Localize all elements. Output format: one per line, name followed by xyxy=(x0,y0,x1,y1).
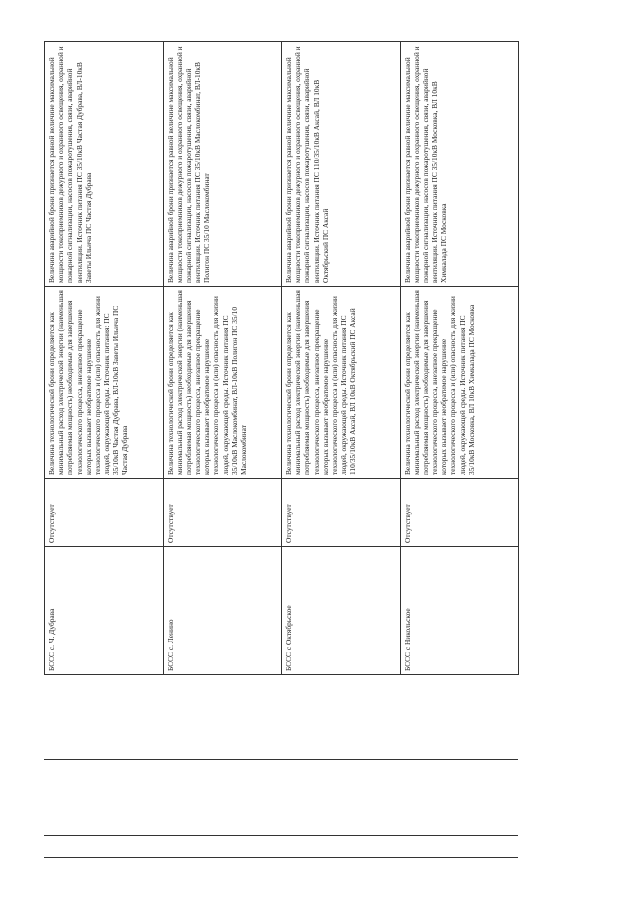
status-cell: Отсутствует xyxy=(45,479,164,547)
status-cell: Отсутствует xyxy=(163,479,282,547)
rotated-table-container xyxy=(44,42,518,675)
emergency-reserve-cell: Величина аварийной брони признается равной величине максимальной мощности токоприемников дежурного и охранного освещения, охранной и пожарной сигнализации, насосов пожаротушения, связи, аварийной вентиляции. Источник питания ПС 110/35/10кВ Аксай, ВЛ 10кВ Октябрьский ПС Аксай xyxy=(282,42,401,287)
status-cell: Отсутствует xyxy=(400,479,519,547)
emergency-reserve-cell: Величина аварийной брони признается равной величине максимальной мощности токоприемников дежурного и охранного освещения, охранной и пожарной сигнализации, насосов пожаротушения, связи, аварийной вентиляции. Источник питания ПС 35/10кВ Частая Дубрава, ВЛ-10кВ Заветы Ильича ПС Частая Дубрава xyxy=(45,42,164,287)
tech-reserve-cell: Величина технологической брони определяется как минимальный расход электрической энергии (наименьшая потребляемая мощность) необходимые для завершения технологического процесса, внезапное прекращение которых вызывает необратимое нарушение технологического процесса и (или) опасность для жизни людей, окружающей среды. Источник питания ПС 35/10кВ Маслокомбинат, ВЛ-10кВ Полигон ПС 35/10 Маслокомбинат xyxy=(163,287,282,479)
table-row xyxy=(400,42,519,675)
table-row xyxy=(282,42,401,675)
reserve-table xyxy=(44,41,519,675)
object-name-cell: БССС с Октябрьское xyxy=(282,547,401,675)
status-cell: Отсутствует xyxy=(282,479,401,547)
divider-line xyxy=(44,759,518,760)
emergency-reserve-cell: Величина аварийной брони признается равной величине максимальной мощности токоприемников дежурного и охранного освещения, охранной и пожарной сигнализации, насосов пожаротушения, связи, аварийной вентиляции. Источник питания ПС 35/10кВ Московка, ВЛ 10кВ Химкалада ПС Московка xyxy=(400,42,519,287)
emergency-reserve-cell: Величина аварийной брони признается равной величине максимальной мощности токоприемников дежурного и охранного освещения, охранной и пожарной сигнализации, насосов пожаротушения, связи, аварийной вентиляции. Источник питания ПС 35/10кВ Маслокомбинат, ВЛ-10кВ Полигон ПС 35/10 Маслокомбинат xyxy=(163,42,282,287)
tech-reserve-cell: Величина технологической брони определяется как минимальный расход электрической энергии (наименьшая потребляемая мощность) необходимые для завершения технологического процесса, внезапное прекращение которых вызывает необратимое нарушение технологического процесса и (или) опасность для жизни людей, окружающей среды. Источник питания ПС 35/10кВ Московка, ВЛ 10кВ Химкалада ПС Московка xyxy=(400,287,519,479)
table-row xyxy=(45,42,164,675)
object-name-cell: БССС с. Ч. Дубрава xyxy=(45,547,164,675)
object-name-cell: БССС с. Ленино xyxy=(163,547,282,675)
table-row xyxy=(163,42,282,675)
tech-reserve-cell: Величина технологической брони определяется как минимальный расход электрической энергии (наименьшая потребляемая мощность) необходимые для завершения технологического процесса, внезапное прекращение которых вызывает необратимое нарушение технологического процесса и (или) опасность для жизни людей, окружающей среды. Источник питания: ПС 35/10кВ Частая Дубрава, ВЛ-10кВ Заветы Ильича ПС Частая Дубрава xyxy=(45,287,164,479)
object-name-cell: БССС с Никольское xyxy=(400,547,519,675)
divider-line xyxy=(44,857,518,858)
divider-line xyxy=(44,835,518,836)
tech-reserve-cell: Величина технологической брони определяется как минимальный расход электрической энергии (наименьшая потребляемая мощность) необходимые для завершения технологического процесса, внезапное прекращение которых вызывает необратимое нарушение технологического процесса и (или) опасность для жизни людей, окружающей среды. Источник питания ПС 110/35/10кВ Аксай, ВЛ 10кВ Октябрьский ПС Аксай xyxy=(282,287,401,479)
